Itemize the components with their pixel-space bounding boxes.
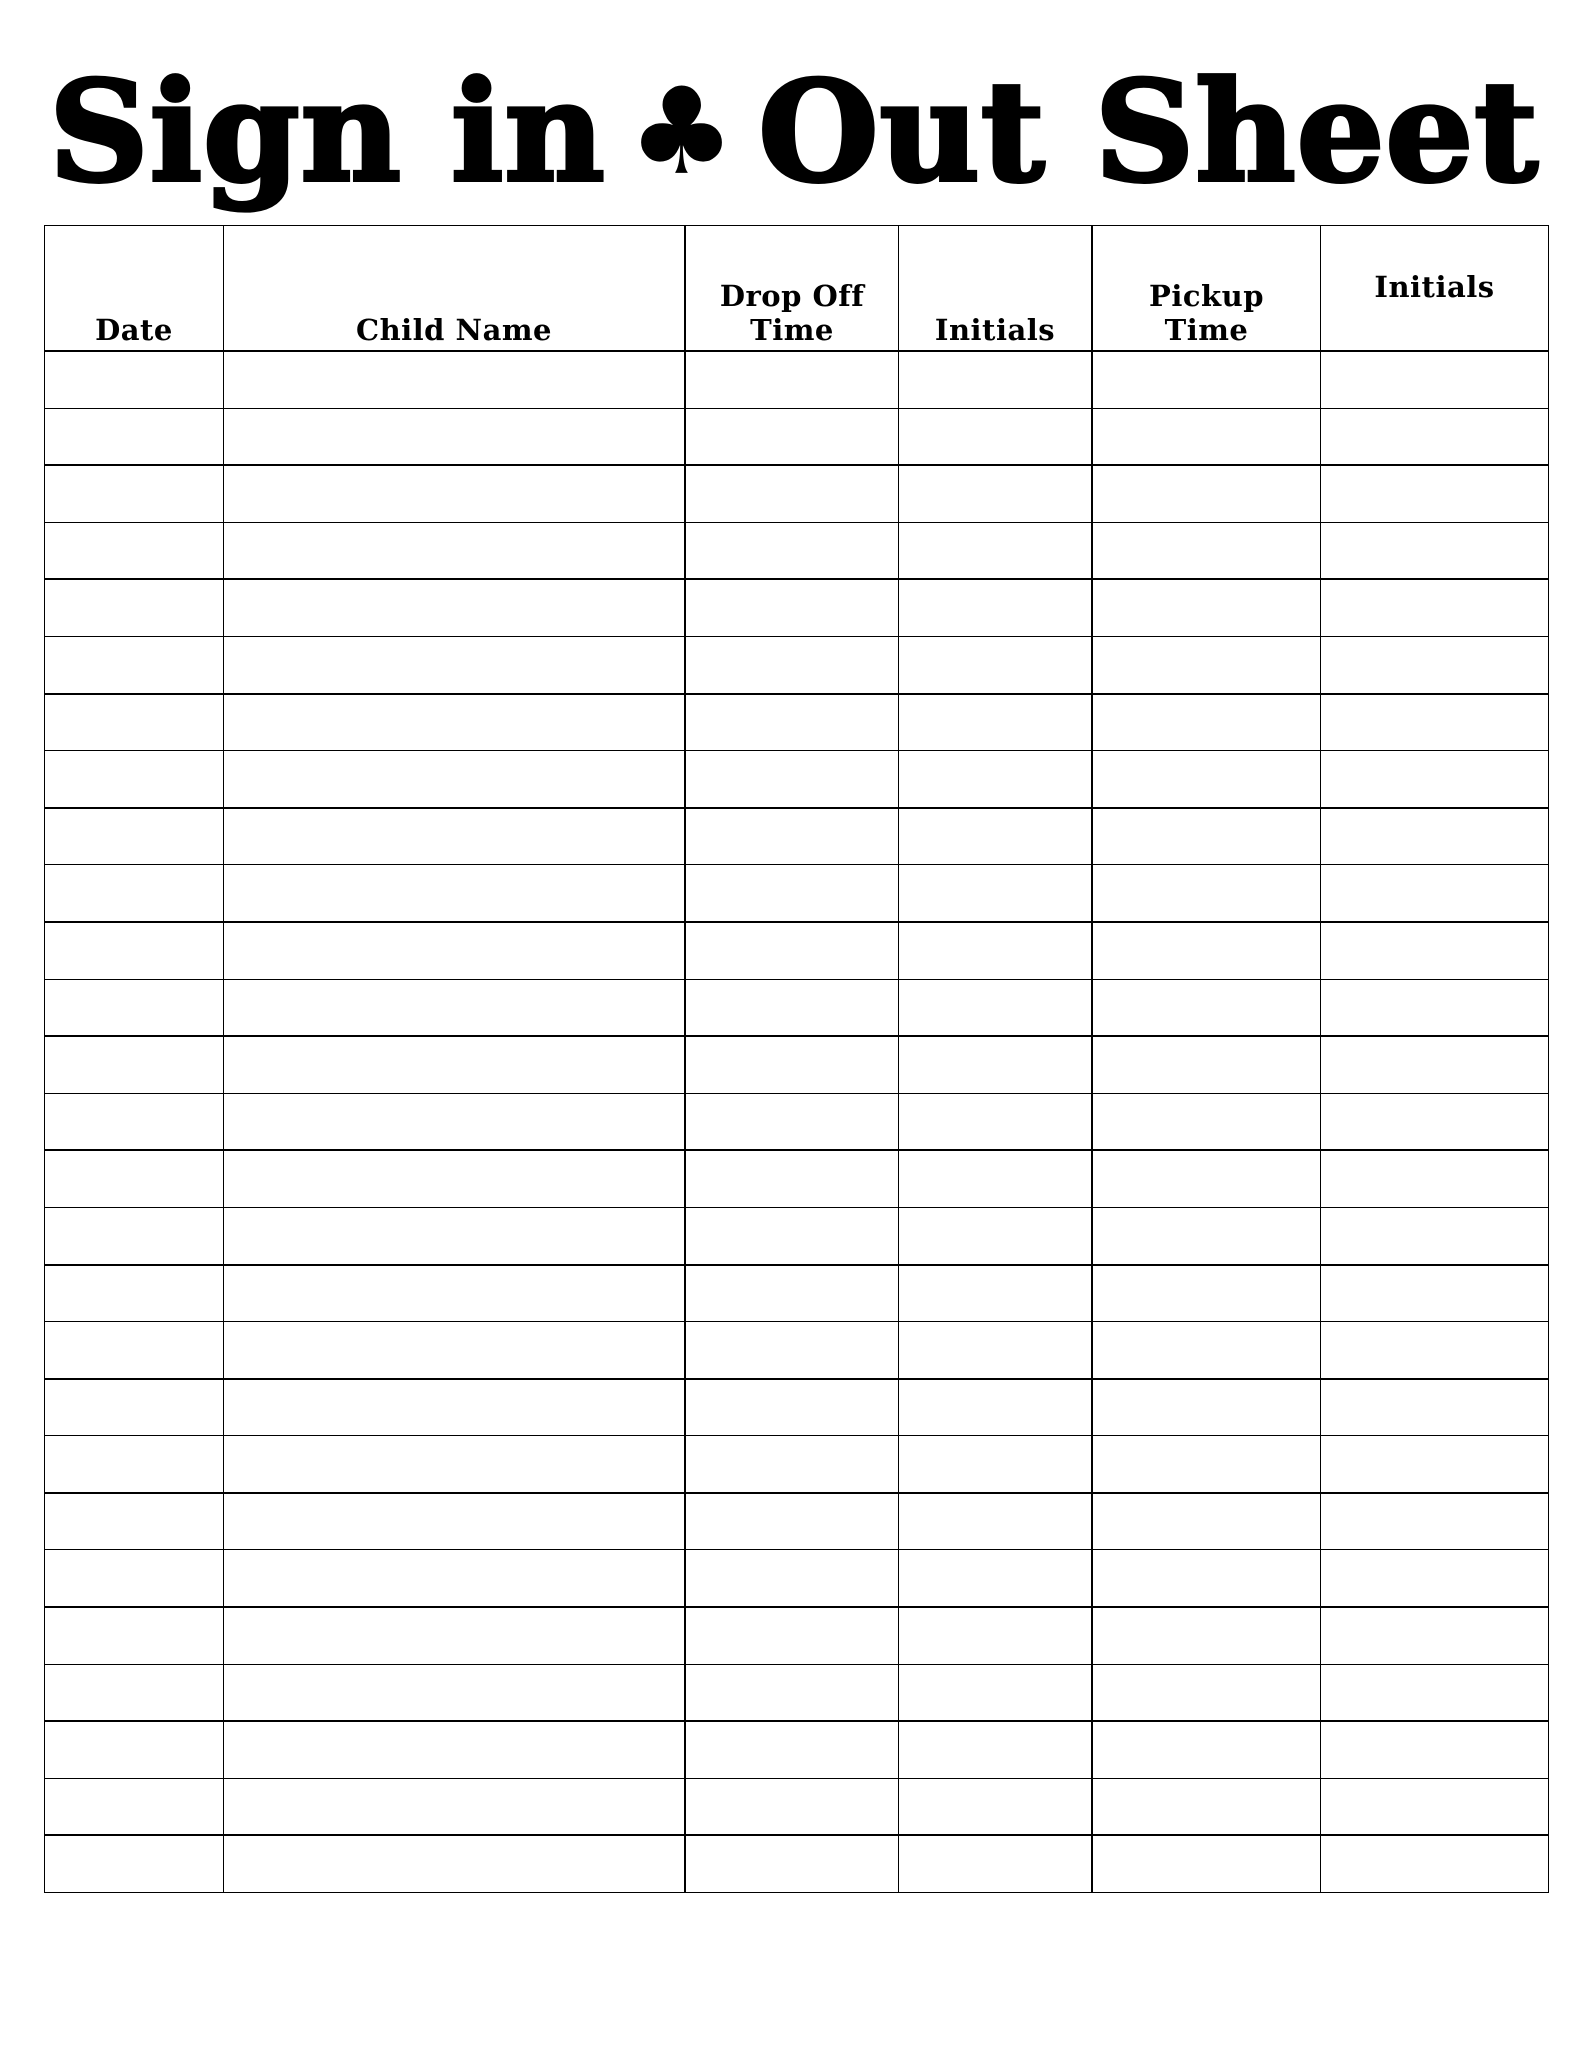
header-initials-pickup: Initials [1321,226,1549,352]
table-row [45,465,1549,522]
table-row [45,865,1549,922]
date-cell[interactable] [45,1778,224,1835]
pickup-initials-cell[interactable] [1321,1379,1549,1436]
pickup-time-cell[interactable] [1092,1379,1321,1436]
dropoff-initials-cell[interactable] [899,1550,1093,1607]
drop-off-time-cell[interactable] [685,1721,899,1778]
child-name-cell[interactable] [224,1265,686,1322]
table-row [45,1265,1549,1322]
pickup-time-cell[interactable] [1092,865,1321,922]
dropoff-initials-cell[interactable] [899,865,1093,922]
child-name-cell[interactable] [224,465,686,522]
pickup-initials-cell[interactable] [1321,579,1549,636]
pickup-time-cell[interactable] [1092,522,1321,579]
child-name-cell[interactable] [224,751,686,808]
drop-off-time-cell[interactable] [685,1379,899,1436]
child-name-cell[interactable] [224,1093,686,1150]
dropoff-initials-cell[interactable] [899,1835,1093,1892]
pickup-time-cell[interactable] [1092,808,1321,865]
pickup-time-cell[interactable] [1092,1664,1321,1721]
dropoff-initials-cell[interactable] [899,751,1093,808]
dropoff-initials-cell[interactable] [899,1322,1093,1379]
table-row [45,1835,1549,1892]
drop-off-time-cell[interactable] [685,579,899,636]
child-name-cell[interactable] [224,351,686,408]
pickup-initials-cell[interactable] [1321,1721,1549,1778]
pickup-initials-cell[interactable] [1321,351,1549,408]
date-cell[interactable] [45,694,224,751]
pickup-time-cell[interactable] [1092,1093,1321,1150]
date-cell[interactable] [45,979,224,1036]
drop-off-time-cell[interactable] [685,408,899,465]
table-row [45,922,1549,979]
child-name-cell[interactable] [224,1379,686,1436]
table-row [45,1379,1549,1436]
date-cell[interactable] [45,1607,224,1664]
table-row [45,1322,1549,1379]
dropoff-initials-cell[interactable] [899,1207,1093,1264]
drop-off-time-cell[interactable] [685,979,899,1036]
table-row [45,808,1549,865]
pickup-initials-cell[interactable] [1321,1322,1549,1379]
pickup-time-cell[interactable] [1092,979,1321,1036]
drop-off-time-cell[interactable] [685,1265,899,1322]
date-cell[interactable] [45,1322,224,1379]
child-name-cell[interactable] [224,808,686,865]
child-name-cell[interactable] [224,1436,686,1493]
child-name-cell[interactable] [224,1322,686,1379]
date-cell[interactable] [45,865,224,922]
drop-off-time-cell[interactable] [685,1322,899,1379]
pickup-time-cell[interactable] [1092,1550,1321,1607]
pickup-time-cell[interactable] [1092,694,1321,751]
table-row [45,1493,1549,1550]
drop-off-time-cell[interactable] [685,1607,899,1664]
date-cell[interactable] [45,922,224,979]
child-name-cell[interactable] [224,1607,686,1664]
child-name-cell[interactable] [224,1550,686,1607]
pickup-time-cell[interactable] [1092,408,1321,465]
pickup-time-cell[interactable] [1092,922,1321,979]
dropoff-initials-cell[interactable] [899,465,1093,522]
pickup-time-cell[interactable] [1092,1835,1321,1892]
pickup-initials-cell[interactable] [1321,1550,1549,1607]
drop-off-time-cell[interactable] [685,1036,899,1093]
dropoff-initials-cell[interactable] [899,522,1093,579]
pickup-time-cell[interactable] [1092,1322,1321,1379]
date-cell[interactable] [45,465,224,522]
table-row [45,1607,1549,1664]
child-name-cell[interactable] [224,1721,686,1778]
child-name-cell[interactable] [224,694,686,751]
title-out-sheet: Out Sheet [758,50,1539,213]
date-cell[interactable] [45,636,224,693]
drop-off-time-cell[interactable] [685,465,899,522]
pickup-initials-cell[interactable] [1321,636,1549,693]
header-initials-dropoff: Initials [899,226,1093,352]
dropoff-initials-cell[interactable] [899,1093,1093,1150]
date-cell[interactable] [45,1036,224,1093]
dropoff-initials-cell[interactable] [899,1150,1093,1207]
date-cell[interactable] [45,351,224,408]
header-pickup-time: Pickup Time [1092,226,1321,352]
pickup-initials-cell[interactable] [1321,1207,1549,1264]
drop-off-time-cell[interactable] [685,694,899,751]
table-row [45,1036,1549,1093]
dropoff-initials-cell[interactable] [899,1607,1093,1664]
pickup-time-cell[interactable] [1092,1778,1321,1835]
pickup-time-cell[interactable] [1092,1493,1321,1550]
date-cell[interactable] [45,1664,224,1721]
child-name-cell[interactable] [224,1150,686,1207]
dropoff-initials-cell[interactable] [899,1493,1093,1550]
pickup-initials-cell[interactable] [1321,1835,1549,1892]
pickup-initials-cell[interactable] [1321,922,1549,979]
table-body [45,351,1549,1893]
dropoff-initials-cell[interactable] [899,579,1093,636]
child-name-cell[interactable] [224,1207,686,1264]
child-name-cell[interactable] [224,579,686,636]
pickup-time-cell[interactable] [1092,1721,1321,1778]
date-cell[interactable] [45,1493,224,1550]
dropoff-initials-cell[interactable] [899,1778,1093,1835]
pickup-initials-cell[interactable] [1321,979,1549,1036]
table-row [45,1093,1549,1150]
table-row [45,351,1549,408]
drop-off-time-cell[interactable] [685,1550,899,1607]
child-name-cell[interactable] [224,1493,686,1550]
dropoff-initials-cell[interactable] [899,922,1093,979]
pickup-initials-cell[interactable] [1321,408,1549,465]
header-drop-off-time: Drop Off Time [685,226,899,352]
pickup-time-cell[interactable] [1092,636,1321,693]
child-name-cell[interactable] [224,865,686,922]
drop-off-time-cell[interactable] [685,1493,899,1550]
table-row [45,751,1549,808]
date-cell[interactable] [45,1150,224,1207]
pickup-time-cell[interactable] [1092,751,1321,808]
date-cell[interactable] [45,1093,224,1150]
dropoff-initials-cell[interactable] [899,808,1093,865]
child-name-cell[interactable] [224,1778,686,1835]
date-cell[interactable] [45,579,224,636]
dropoff-initials-cell[interactable] [899,694,1093,751]
drop-off-time-cell[interactable] [685,1436,899,1493]
dropoff-initials-cell[interactable] [899,1036,1093,1093]
club-icon: ♣ [627,61,737,202]
page-title [0,52,1588,212]
table-row [45,636,1549,693]
dropoff-initials-cell[interactable] [899,408,1093,465]
table-row [45,408,1549,465]
date-cell[interactable] [45,1265,224,1322]
header-child-name: Child Name [224,226,686,352]
table-row [45,1207,1549,1264]
dropoff-initials-cell[interactable] [899,1436,1093,1493]
table-row [45,979,1549,1036]
table-row [45,694,1549,751]
dropoff-initials-cell[interactable] [899,1721,1093,1778]
drop-off-time-cell[interactable] [685,1150,899,1207]
header-date: Date [45,226,224,352]
table-row [45,1664,1549,1721]
date-cell[interactable] [45,808,224,865]
date-cell[interactable] [45,1207,224,1264]
child-name-cell[interactable] [224,522,686,579]
header-row [45,226,1549,352]
date-cell[interactable] [45,1436,224,1493]
child-name-cell[interactable] [224,979,686,1036]
pickup-initials-cell[interactable] [1321,751,1549,808]
pickup-time-cell[interactable] [1092,1036,1321,1093]
pickup-time-cell[interactable] [1092,1265,1321,1322]
pickup-initials-cell[interactable] [1321,522,1549,579]
dropoff-initials-cell[interactable] [899,1379,1093,1436]
dropoff-initials-cell[interactable] [899,1664,1093,1721]
drop-off-time-cell[interactable] [685,1835,899,1892]
date-cell[interactable] [45,1379,224,1436]
drop-off-time-cell[interactable] [685,865,899,922]
pickup-initials-cell[interactable] [1321,1036,1549,1093]
child-name-cell[interactable] [224,1036,686,1093]
pickup-initials-cell[interactable] [1321,1664,1549,1721]
table-row [45,522,1549,579]
drop-off-time-cell[interactable] [685,1664,899,1721]
pickup-time-cell[interactable] [1092,1436,1321,1493]
child-name-cell[interactable] [224,636,686,693]
pickup-initials-cell[interactable] [1321,1093,1549,1150]
pickup-time-cell[interactable] [1092,1207,1321,1264]
dropoff-initials-cell[interactable] [899,1265,1093,1322]
title-sign-in: Sign in [49,50,606,213]
drop-off-time-cell[interactable] [685,922,899,979]
table-row [45,1778,1549,1835]
pickup-time-cell[interactable] [1092,465,1321,522]
child-name-cell[interactable] [224,408,686,465]
sign-in-out-table [44,225,1549,1893]
drop-off-time-cell[interactable] [685,636,899,693]
pickup-time-cell[interactable] [1092,1150,1321,1207]
date-cell[interactable] [45,408,224,465]
table-row [45,1721,1549,1778]
date-cell[interactable] [45,751,224,808]
pickup-initials-cell[interactable] [1321,465,1549,522]
pickup-initials-cell[interactable] [1321,1493,1549,1550]
pickup-initials-cell[interactable] [1321,1436,1549,1493]
drop-off-time-cell[interactable] [685,808,899,865]
drop-off-time-cell[interactable] [685,522,899,579]
date-cell[interactable] [45,522,224,579]
pickup-time-cell[interactable] [1092,1607,1321,1664]
drop-off-time-cell[interactable] [685,1093,899,1150]
table-row [45,1150,1549,1207]
date-cell[interactable] [45,1835,224,1892]
pickup-initials-cell[interactable] [1321,808,1549,865]
pickup-initials-cell[interactable] [1321,694,1549,751]
child-name-cell[interactable] [224,922,686,979]
drop-off-time-cell[interactable] [685,351,899,408]
drop-off-time-cell[interactable] [685,751,899,808]
dropoff-initials-cell[interactable] [899,351,1093,408]
pickup-initials-cell[interactable] [1321,1150,1549,1207]
pickup-initials-cell[interactable] [1321,865,1549,922]
dropoff-initials-cell[interactable] [899,636,1093,693]
drop-off-time-cell[interactable] [685,1778,899,1835]
drop-off-time-cell[interactable] [685,1207,899,1264]
table-row [45,1436,1549,1493]
child-name-cell[interactable] [224,1664,686,1721]
date-cell[interactable] [45,1721,224,1778]
child-name-cell[interactable] [224,1835,686,1892]
table-row [45,1550,1549,1607]
table-row [45,579,1549,636]
pickup-initials-cell[interactable] [1321,1778,1549,1835]
pickup-time-cell[interactable] [1092,351,1321,408]
pickup-initials-cell[interactable] [1321,1265,1549,1322]
pickup-initials-cell[interactable] [1321,1607,1549,1664]
pickup-time-cell[interactable] [1092,579,1321,636]
dropoff-initials-cell[interactable] [899,979,1093,1036]
date-cell[interactable] [45,1550,224,1607]
